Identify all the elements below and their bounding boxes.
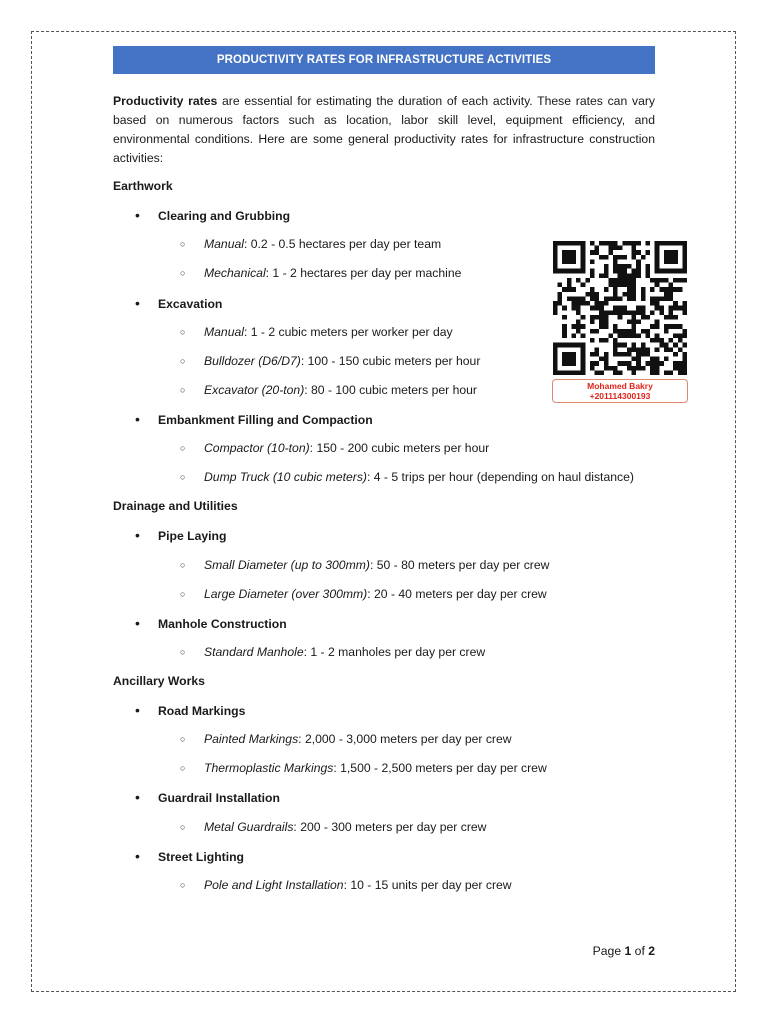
bullet-icon: •	[135, 848, 140, 864]
rate-item	[180, 731, 512, 747]
circle-bullet-icon: ○	[180, 239, 186, 249]
rate-item	[180, 382, 477, 398]
bullet-icon: •	[135, 615, 140, 631]
rate-name: Standard Manhole	[204, 645, 304, 659]
rate-item	[180, 644, 485, 660]
qr-phone: +201114300193	[589, 391, 651, 401]
item-label: Manhole Construction	[158, 617, 287, 631]
circle-bullet-icon: ○	[180, 356, 186, 366]
bullet-icon: •	[135, 527, 140, 543]
circle-bullet-icon: ○	[180, 327, 186, 337]
rate-item	[180, 324, 453, 340]
rate-name: Pole and Light Installation	[204, 878, 344, 892]
rate-name: Metal Guardrails	[204, 820, 294, 834]
rate-name: Compactor (10-ton)	[204, 441, 310, 455]
rate-value: : 80 - 100 cubic meters per hour	[304, 383, 477, 397]
item-label: Guardrail Installation	[158, 791, 280, 805]
qr-code-block	[550, 241, 690, 404]
page-prefix: Page	[592, 944, 625, 958]
rate-value: : 2,000 - 3,000 meters per day per crew	[298, 732, 512, 746]
list-item-excavation	[135, 295, 222, 312]
circle-bullet-icon: ○	[180, 268, 186, 278]
rate-item	[180, 586, 547, 602]
qr-code-icon	[553, 241, 687, 375]
rate-item	[180, 819, 486, 835]
page-of: of	[631, 944, 649, 958]
list-item-embankment	[135, 411, 373, 428]
rate-value: : 150 - 200 cubic meters per hour	[309, 441, 490, 455]
item-label: Clearing and Grubbing	[158, 209, 291, 223]
title-banner	[113, 46, 655, 74]
section-heading-ancillary: Ancillary Works	[113, 674, 205, 688]
rate-name: Bulldozer (D6/D7)	[204, 354, 301, 368]
rate-name: Dump Truck (10 cubic meters)	[204, 470, 367, 484]
list-item-manhole	[135, 615, 287, 632]
rate-value: : 10 - 15 units per day per crew	[343, 878, 512, 892]
list-item-guardrail	[135, 789, 280, 806]
rate-name: Small Diameter (up to 300mm)	[204, 558, 370, 572]
list-item-street-lighting	[135, 848, 244, 865]
qr-name: Mohamed Bakry	[587, 381, 653, 391]
rate-item	[180, 265, 461, 281]
circle-bullet-icon: ○	[180, 647, 186, 657]
rate-value: : 200 - 300 meters per day per crew	[293, 820, 487, 834]
intro-text: are essential for estimating the duration of each activity. These rates can vary based on numerous factors such as location, labor skill level, equipment efficiency, and environmental conditions. Here are some general productivity rates for infrastructure construction activities:	[113, 94, 655, 165]
page-title: PRODUCTIVITY RATES FOR INFRASTRUCTURE ACTIVITIES	[216, 54, 552, 66]
section-heading-drainage: Drainage and Utilities	[113, 499, 238, 513]
bullet-icon: •	[135, 789, 140, 805]
rate-value: : 0.2 - 0.5 hectares per day per team	[243, 237, 442, 251]
item-label: Embankment Filling and Compaction	[158, 413, 373, 427]
rate-value: : 100 - 150 cubic meters per hour	[300, 354, 481, 368]
rate-name: Excavator (20-ton)	[204, 383, 305, 397]
item-label: Pipe Laying	[158, 529, 227, 543]
rate-value: : 1 - 2 hectares per day per machine	[265, 266, 462, 280]
item-label: Excavation	[158, 297, 223, 311]
bullet-icon: •	[135, 295, 140, 311]
section-heading-earthwork: Earthwork	[113, 179, 173, 193]
circle-bullet-icon: ○	[180, 763, 186, 773]
rate-value: : 1,500 - 2,500 meters per day per crew	[333, 761, 547, 775]
bullet-icon: •	[135, 411, 140, 427]
circle-bullet-icon: ○	[180, 880, 186, 890]
rate-name: Painted Markings	[204, 732, 299, 746]
rate-item	[180, 353, 480, 369]
page-total: 2	[648, 944, 655, 958]
list-item-road-markings	[135, 702, 245, 719]
rate-value: : 1 - 2 manholes per day per crew	[303, 645, 486, 659]
rate-name: Large Diameter (over 300mm)	[204, 587, 368, 601]
rate-item	[180, 877, 512, 893]
page-current: 1	[624, 944, 632, 958]
bullet-icon: •	[135, 207, 140, 223]
bullet-icon: •	[135, 702, 140, 718]
list-item-pipe-laying	[135, 527, 226, 544]
rate-item	[180, 236, 441, 252]
rate-value: : 50 - 80 meters per day per crew	[369, 558, 550, 572]
list-item-clearing	[135, 207, 290, 224]
circle-bullet-icon: ○	[180, 734, 186, 744]
qr-contact-label	[552, 379, 688, 403]
rate-value: : 4 - 5 trips per hour (depending on haul distance)	[367, 470, 634, 484]
rate-item	[180, 469, 634, 485]
rate-item	[180, 760, 547, 776]
circle-bullet-icon: ○	[180, 589, 186, 599]
circle-bullet-icon: ○	[180, 385, 186, 395]
circle-bullet-icon: ○	[180, 443, 186, 453]
circle-bullet-icon: ○	[180, 472, 186, 482]
rate-name: Mechanical	[204, 266, 266, 280]
rate-value: : 20 - 40 meters per day per crew	[367, 587, 547, 601]
item-label: Street Lighting	[158, 850, 244, 864]
item-label: Road Markings	[158, 704, 246, 718]
circle-bullet-icon: ○	[180, 560, 186, 570]
intro-paragraph	[113, 92, 655, 168]
rate-value: : 1 - 2 cubic meters per worker per day	[243, 325, 453, 339]
circle-bullet-icon: ○	[180, 822, 186, 832]
intro-bold-term: Productivity rates	[113, 94, 218, 108]
rate-name: Manual	[204, 325, 244, 339]
page-number	[560, 944, 655, 958]
rate-item	[180, 557, 549, 573]
rate-item	[180, 440, 489, 456]
rate-name: Thermoplastic Markings	[204, 761, 334, 775]
rate-name: Manual	[204, 237, 244, 251]
